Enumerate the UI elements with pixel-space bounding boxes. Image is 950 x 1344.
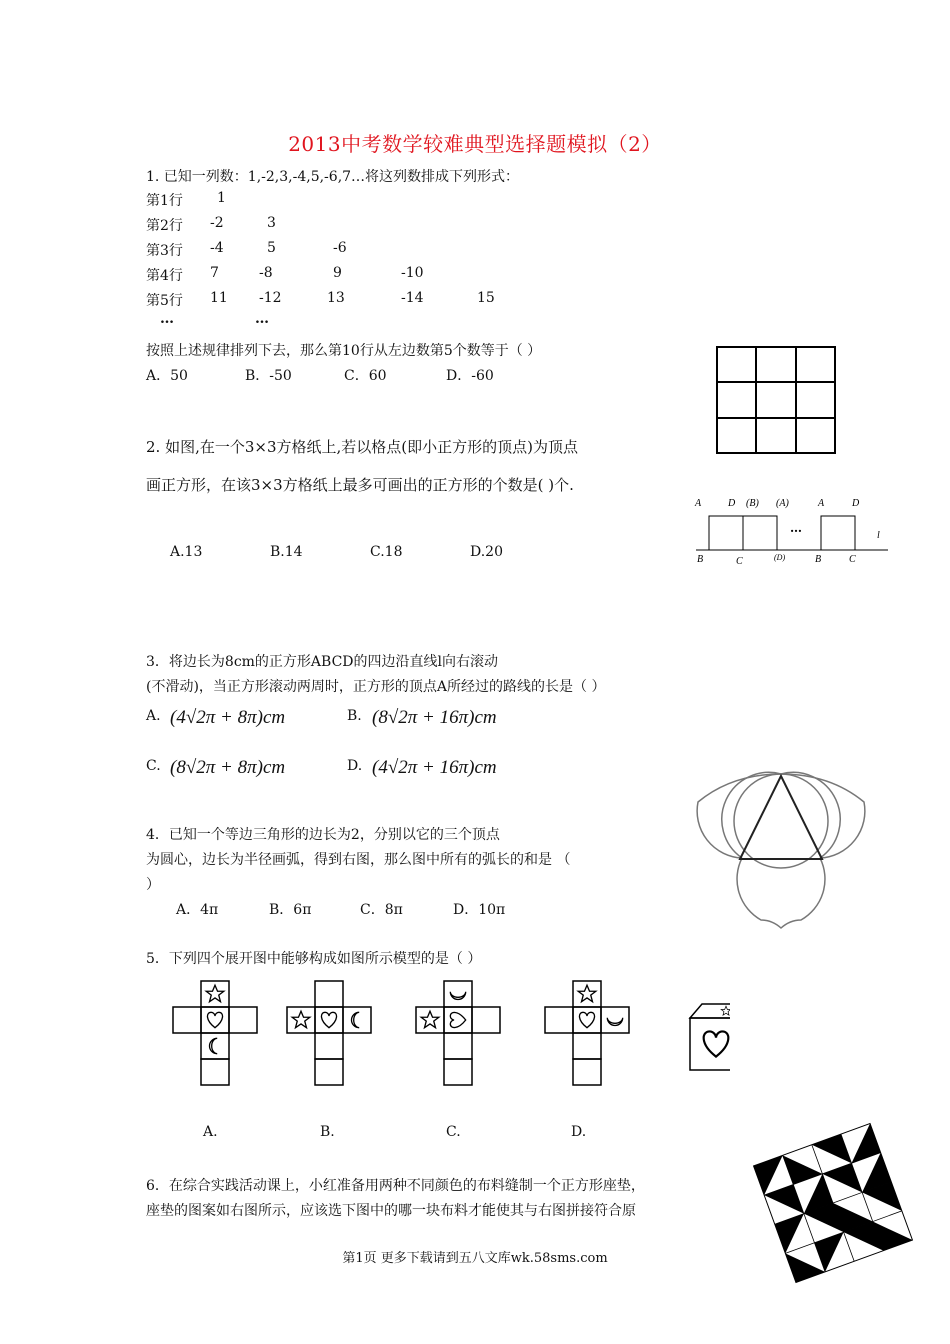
fig-label: B [697, 554, 704, 565]
q2-line1: 2. 如图,在一个3×3方格纸上,若以格点(即小正方形的顶点)为顶点 [146, 438, 578, 456]
q5-option-c: C. [446, 1124, 461, 1140]
q3-option-d-expr: (4√2π + 16π)cm [372, 757, 497, 778]
q1-option-c: C．60 [344, 368, 387, 384]
q4-line1: 4．已知一个等边三角形的边长为2，分别以它的三个顶点 [146, 827, 500, 843]
fig-label: l [877, 530, 880, 541]
q1-option-a: A．50 [146, 368, 188, 384]
q1-cell: -8 [259, 265, 273, 281]
q1-cell: -10 [401, 265, 424, 281]
q1-cell: 1 [217, 190, 226, 206]
q1-row-3-label: 第3行 [146, 243, 183, 259]
q1-cell: -14 [401, 290, 424, 306]
q3-line2: (不滑动)，当正方形滚动两周时，正方形的顶点A所经过的路线的长是（ ） [146, 679, 606, 695]
fig-label: B [815, 554, 822, 565]
fig-label: (A) [776, 498, 789, 509]
q1-cell: -12 [259, 290, 282, 306]
q1-option-d: D．-60 [446, 368, 494, 384]
fig-label: A [818, 498, 825, 509]
q1-cell: 15 [477, 290, 495, 306]
fig-ellipsis: … [790, 521, 802, 535]
q1-row-2-label: 第2行 [146, 218, 183, 234]
q4-line2: 为圆心，边长为半径画弧，得到右图，那么图中所有的弧长的和是 （ [146, 852, 571, 868]
q2-option-a: A.13 [170, 544, 203, 560]
q2-line2: 画正方形，在该3×3方格纸上最多可画出的正方形的个数是( )个. [146, 476, 574, 494]
fig-label: C [736, 556, 743, 567]
fig-label: (B) [746, 498, 759, 509]
q1-row-4-label: 第4行 [146, 268, 183, 284]
q5-option-b: B. [320, 1124, 335, 1140]
q4-option-c: C．8π [360, 902, 403, 918]
q1-cell: 11 [210, 290, 228, 306]
fig-label: D [728, 498, 736, 509]
q3-option-c-expr: (8√2π + 8π)cm [170, 757, 286, 778]
fig-label: (D) [774, 553, 786, 562]
fig-label: D [852, 498, 860, 509]
q4-option-d: D．10π [453, 902, 506, 918]
grid-3x3-figure [716, 346, 838, 456]
q2-option-d: D.20 [470, 544, 503, 560]
q1-cell: 9 [333, 265, 342, 281]
q1-question: 按照上述规律排列下去，那么第10行从左边数第5个数等于（ ） [146, 343, 542, 359]
q1-cell: 5 [267, 240, 276, 256]
rolling-square-figure [690, 492, 890, 572]
page-footer: 第1页 更多下载请到五八文库wk.58sms.com [342, 1251, 608, 1266]
q3-option-d-label: D. [347, 758, 363, 774]
q5-option-a: A. [203, 1124, 218, 1140]
q5-stem: 5．下列四个展开图中能够构成如图所示模型的是（ ） [146, 951, 482, 967]
cube-nets-figure [170, 978, 730, 1086]
fig-label: C [849, 554, 856, 565]
q1-cell: -2 [210, 215, 224, 231]
q1-cell: -6 [333, 240, 347, 256]
q5-option-d: D. [571, 1124, 587, 1140]
q1-cell: 7 [210, 265, 219, 281]
q4-line3: ） [146, 877, 160, 893]
q2-option-c: C.18 [370, 544, 403, 560]
q1-cell: 13 [327, 290, 345, 306]
q3-option-c-label: C. [146, 758, 161, 774]
q3-option-b-expr: (8√2π + 16π)cm [372, 707, 497, 728]
q1-ellipsis: … [255, 311, 269, 327]
q1-cell: 3 [267, 215, 276, 231]
q3-option-a-label: A. [146, 708, 161, 724]
q6-line2: 座垫的图案如右图所示，应该选下图中的哪一块布料才能使其与右图拼接符合原 [146, 1203, 636, 1219]
q2-option-b: B.14 [270, 544, 303, 560]
q1-ellipsis: … [160, 311, 174, 327]
q4-option-a: A．4π [176, 902, 219, 918]
q1-stem: 1. 已知一列数：1,-2,3,-4,5,-6,7…将这列数排成下列形式： [146, 169, 520, 185]
q3-option-b-label: B. [347, 708, 362, 724]
q1-option-b: B．-50 [245, 368, 292, 384]
q1-row-1-label: 第1行 [146, 193, 183, 209]
q3-line1: 3．将边长为8cm的正方形ABCD的四边沿直线l向右滚动 [146, 654, 499, 670]
fig-label: A [695, 498, 702, 509]
q1-cell: -4 [210, 240, 224, 256]
q4-option-b: B．6π [269, 902, 312, 918]
page-title: 2013中考数学较难典型选择题模拟（2） [288, 132, 662, 156]
q6-line1: 6．在综合实践活动课上，小红准备用两种不同颜色的布料缝制一个正方形座垫， [146, 1178, 645, 1194]
arcs-triangle-figure [692, 770, 872, 930]
q1-row-5-label: 第5行 [146, 293, 183, 309]
q3-option-a-expr: (4√2π + 8π)cm [170, 707, 286, 728]
